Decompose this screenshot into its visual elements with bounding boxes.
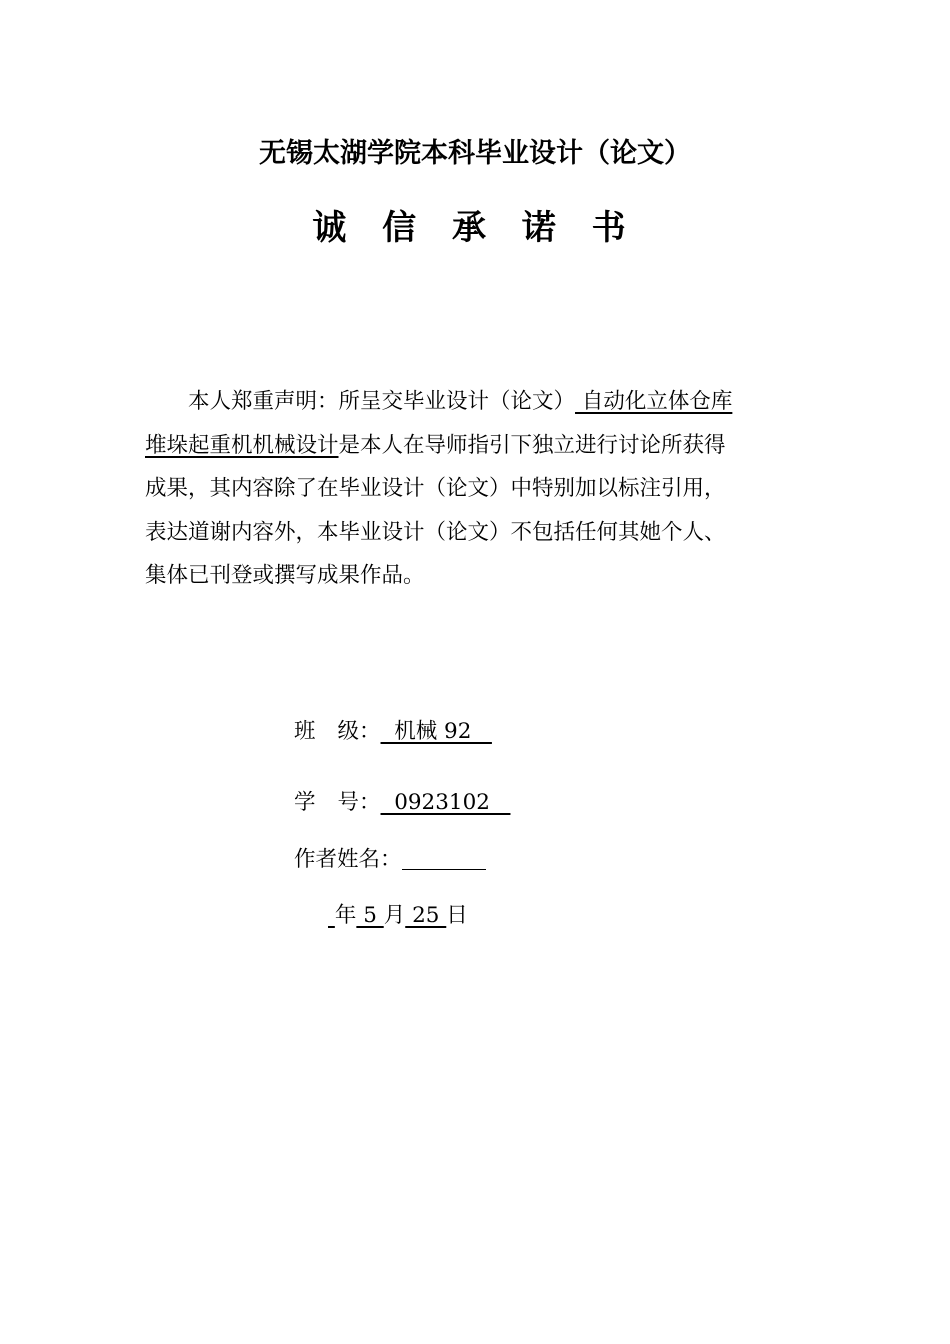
author-name-label: 作者姓名： [294,847,402,872]
class-label-char-2: 级： [337,719,381,744]
class-field [294,714,492,745]
declaration-line-3: 成果，其内容除了在毕业设计（论文）中特别加以标注引用， [145,476,726,501]
id-label-char-2: 号： [337,790,381,815]
month-value: 5 [356,903,384,928]
author-name-field [294,842,486,873]
thesis-topic-part-1: 自动化立体仓库 [575,389,733,414]
declaration-line-2 [145,424,813,468]
student-id-field [294,785,510,816]
thesis-topic-part-2: 堆垛起重机机械设计 [145,432,339,458]
student-id-value: 0923102 [380,790,511,815]
institution-title: 无锡太湖学院本科毕业设计（论文） [259,138,691,169]
year-blank [328,903,335,928]
date-field [328,898,468,929]
declaration-line-5: 集体已刊登或撰写成果作品。 [145,563,425,588]
class-label-char-1: 班 [294,719,316,744]
author-name-blank [402,847,486,870]
declaration-paragraph [145,380,813,598]
declaration-line-4: 表达道谢内容外，本毕业设计（论文）不包括任何其她个人、 [145,519,726,545]
year-label: 年 [334,903,357,928]
month-label: 月 [383,903,406,928]
id-label-char-1: 学 [294,790,316,815]
declaration-line-2-text: 是本人在导师指引下独立进行讨论所获得 [338,432,726,458]
day-value: 25 [405,903,447,928]
document-title: 诚 信 承 诺 书 [312,208,638,248]
day-label: 日 [446,903,468,928]
class-value: 机械 92 [380,719,492,744]
declaration-line-1 [145,380,813,424]
declaration-prefix: 本人郑重声明：所呈交毕业设计（论文） [188,389,576,414]
